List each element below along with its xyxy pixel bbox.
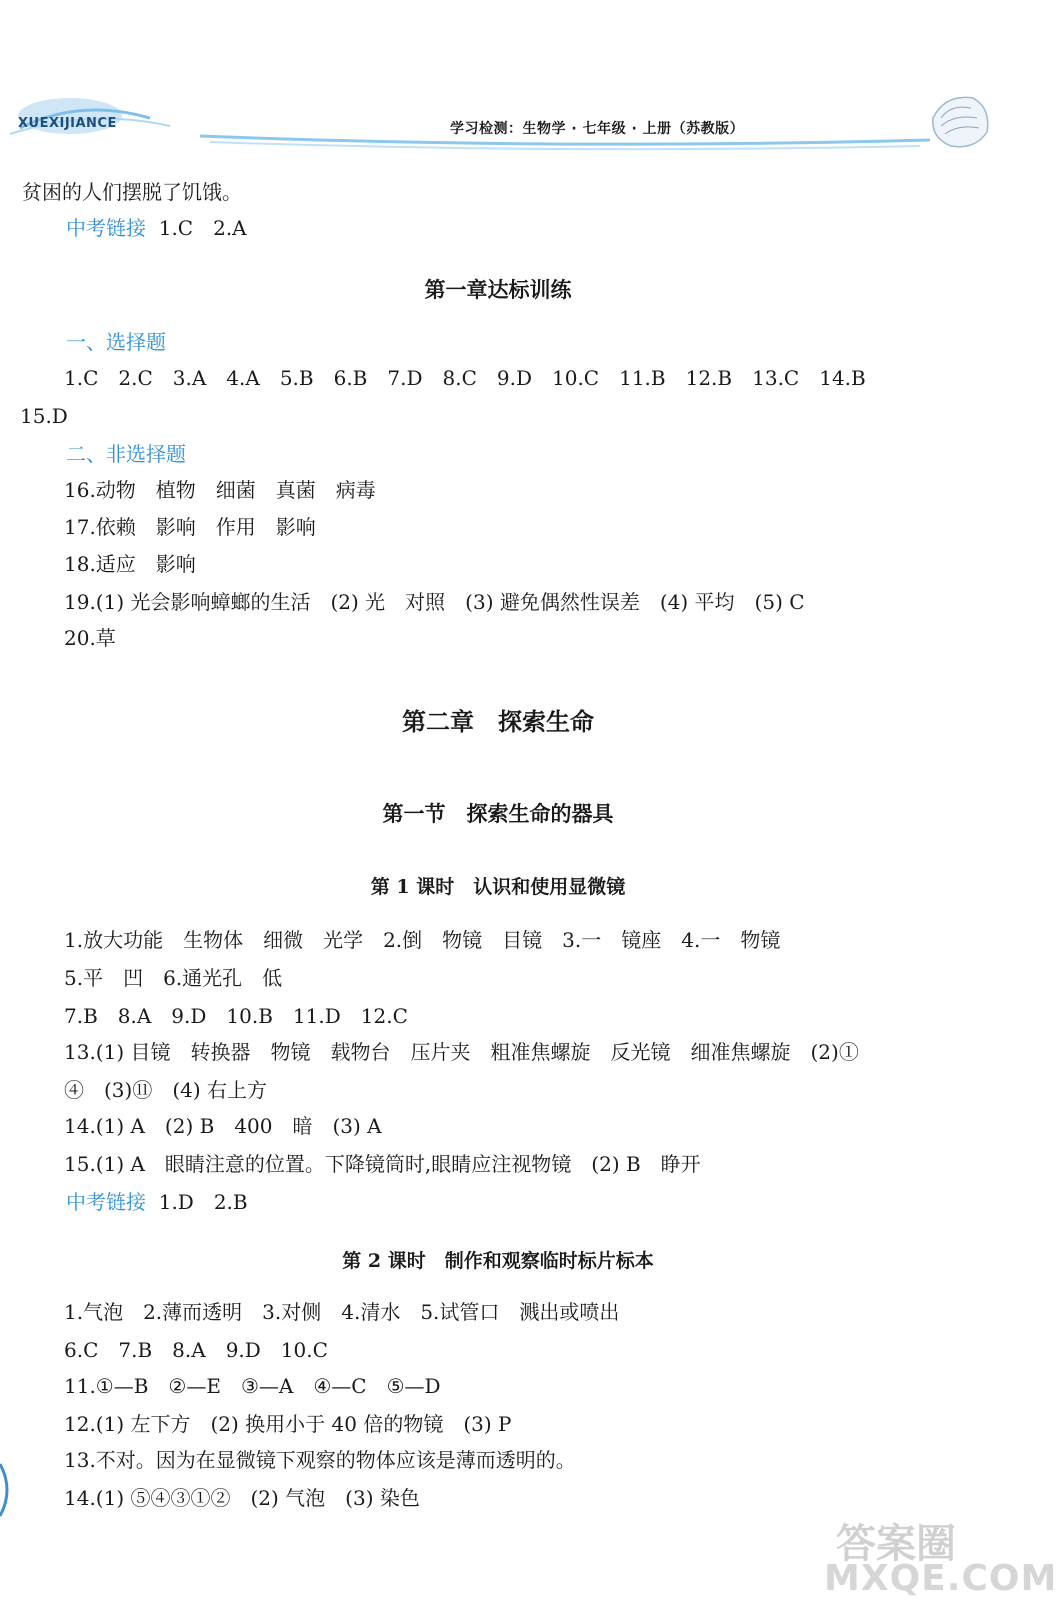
exam-link-line bbox=[66, 216, 247, 240]
answer-line: 17.依赖 影响 作用 影响 bbox=[64, 515, 316, 539]
page-edge-icon bbox=[0, 1460, 16, 1520]
page-header bbox=[0, 88, 996, 158]
answer-line: 5.平 凹 6.通光孔 低 bbox=[64, 966, 283, 990]
subsection-heading: 一、选择题 bbox=[66, 330, 166, 354]
answer-line: 15.(1) A 眼睛注意的位置。下降镜筒时,眼睛应注视物镜 (2) B 睁开 bbox=[64, 1152, 701, 1176]
answer-line: 1.气泡 2.薄而透明 3.对侧 4.清水 5.试管口 溅出或喷出 bbox=[64, 1300, 620, 1324]
answer-line: 20.草 bbox=[64, 626, 116, 650]
watermark-brand: 答案圈 bbox=[836, 1521, 956, 1567]
exam-link-answers: 1.D 2.B bbox=[158, 1190, 248, 1214]
answer-line: 14.(1) A (2) B 400 暗 (3) A bbox=[64, 1114, 382, 1138]
answer-line: ④ (3)⑪ (4) 右上方 bbox=[64, 1078, 268, 1102]
watermark-url: MXQE.COM bbox=[824, 1558, 1057, 1599]
exam-link-answers: 1.C 2.A bbox=[158, 216, 247, 240]
logo: XUEXIJIANCE bbox=[18, 116, 117, 131]
answer-line: 15.D bbox=[20, 404, 68, 428]
section-heading: 第一节 探索生命的器具 bbox=[382, 801, 614, 826]
exam-link-tag: 中考链接 bbox=[66, 216, 146, 240]
answer-line: 6.C 7.B 8.A 9.D 10.C bbox=[64, 1338, 328, 1362]
subsection-heading: 二、非选择题 bbox=[66, 442, 186, 466]
lesson-heading: 第 2 课时 制作和观察临时标片标本 bbox=[342, 1250, 654, 1272]
answer-line: 19.(1) 光会影响蟑螂的生活 (2) 光 对照 (3) 避免偶然性误差 (4) 平均 (5) C bbox=[64, 590, 805, 614]
answer-line: 14.(1) ⑤④③①② (2) 气泡 (3) 染色 bbox=[64, 1486, 420, 1510]
answer-line: 13.不对。因为在显微镜下观察的物体应该是薄而透明的。 bbox=[64, 1448, 576, 1472]
answer-line: 1.放大功能 生物体 细微 光学 2.倒 物镜 目镜 3.一 镜座 4.一 物镜 bbox=[64, 928, 781, 952]
exam-link-tag: 中考链接 bbox=[66, 1190, 146, 1214]
answer-line: 7.B 8.A 9.D 10.B 11.D 12.C bbox=[64, 1004, 408, 1028]
answer-line: 18.适应 影响 bbox=[64, 552, 196, 576]
answer-line: 1.C 2.C 3.A 4.A 5.B 6.B 7.D 8.C 9.D 10.C 11.B 12.B 13.C 14.B bbox=[64, 366, 866, 390]
chapter-heading: 第二章 探索生命 bbox=[402, 707, 594, 736]
text-line: 贫困的人们摆脱了饥饿。 bbox=[22, 180, 242, 204]
section-heading: 第一章达标训练 bbox=[424, 277, 572, 302]
book-title: 学习检测：生物学 · 七年级 · 上册（苏教版） bbox=[450, 121, 745, 137]
watermark bbox=[796, 1512, 1057, 1600]
answer-line: 13.(1) 目镜 转换器 物镜 载物台 压片夹 粗准焦螺旋 反光镜 细准焦螺旋 (2)① bbox=[64, 1040, 859, 1064]
answer-line: 11.①—B ②—E ③—A ④—C ⑤—D bbox=[64, 1374, 441, 1398]
answer-line: 12.(1) 左下方 (2) 换用小于 40 倍的物镜 (3) P bbox=[64, 1412, 512, 1436]
exam-link-line bbox=[66, 1190, 248, 1214]
seal-badge-icon bbox=[925, 88, 995, 158]
answer-line: 16.动物 植物 细菌 真菌 病毒 bbox=[64, 478, 376, 502]
lesson-heading: 第 1 课时 认识和使用显微镜 bbox=[370, 876, 626, 898]
